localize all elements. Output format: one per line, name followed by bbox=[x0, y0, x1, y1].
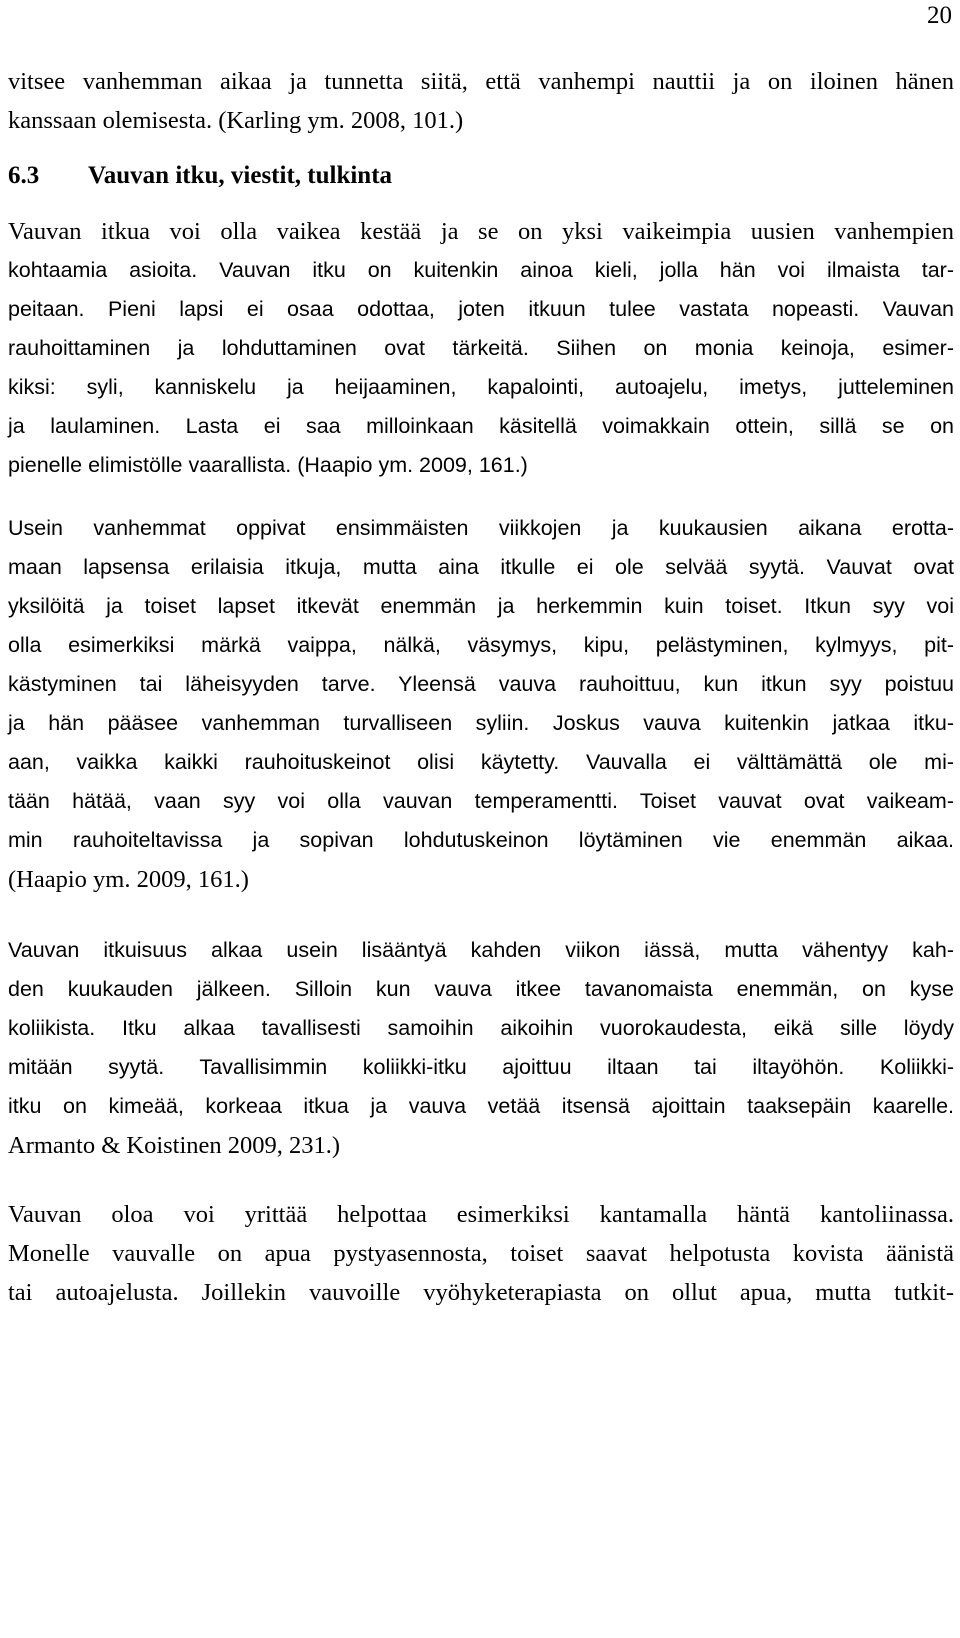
text-line: ja laulaminen. Lasta ei saa milloinkaan käsitellä voimakkain ottein, sillä se on bbox=[8, 414, 954, 438]
paragraph-4 bbox=[8, 1195, 954, 1312]
text-line: Vauvan itkua voi olla vaikea kestää ja se on yksi vaikeimpia uusien vanhempien bbox=[8, 218, 954, 245]
text-line: kästyminen tai läheisyyden tarve. Yleensä vauva rauhoittuu, kun itkun syy poistuu bbox=[8, 672, 954, 696]
text-line: peitaan. Pieni lapsi ei osaa odottaa, joten itkuun tulee vastata nopeasti. Vauvan bbox=[8, 297, 954, 321]
text-line: yksilöitä ja toiset lapset itkevät enemmän ja herkemmin kuin toiset. Itkun syy voi bbox=[8, 594, 954, 618]
text-line: Usein vanhemmat oppivat ensimmäisten viikkojen ja kuukausien aikana erotta- bbox=[8, 516, 954, 540]
paragraph-3 bbox=[8, 931, 954, 1165]
section-title: Vauvan itku, viestit, tulkinta bbox=[88, 162, 393, 189]
text-line: Monelle vauvalle on apua pystyasennosta, toiset saavat helpotusta kovista äänistä bbox=[8, 1240, 954, 1267]
text-line: kanssaan olemisesta. (Karling ym. 2008, 101.) bbox=[8, 107, 464, 134]
text-line: itku on kimeää, korkeaa itkua ja vauva vetää itsensä ajoittain taaksepäin kaarelle. bbox=[8, 1094, 954, 1118]
text-line: mitään syytä. Tavallisimmin koliikki-itku ajoittuu iltaan tai iltayöhön. Koliikki- bbox=[8, 1055, 954, 1079]
intro-paragraph bbox=[8, 62, 954, 140]
text-line: ja hän pääsee vanhemman turvalliseen syliin. Joskus vauva kuitenkin jatkaa itku- bbox=[8, 711, 954, 735]
text-line: Vauvan oloa voi yrittää helpottaa esimerkiksi kantamalla häntä kantoliinassa. bbox=[8, 1201, 954, 1228]
paragraph-2 bbox=[8, 509, 954, 899]
text-line: (Haapio ym. 2009, 161.) bbox=[8, 866, 249, 893]
text-line: aan, vaikka kaikki rauhoituskeinot olisi käytetty. Vauvalla ei välttämättä ole mi- bbox=[8, 750, 954, 774]
text-line: olla esimerkiksi märkä vaippa, nälkä, väsymys, kipu, pelästyminen, kylmyys, pit- bbox=[8, 633, 954, 657]
text-line: den kuukauden jälkeen. Silloin kun vauva itkee tavanomaista enemmän, on kyse bbox=[8, 977, 954, 1001]
section-heading bbox=[8, 156, 954, 195]
text-line: kohtaamia asioita. Vauvan itku on kuitenkin ainoa kieli, jolla hän voi ilmaista tar- bbox=[8, 258, 954, 282]
text-line: maan lapsensa erilaisia itkuja, mutta aina itkulle ei ole selvää syytä. Vauvat ovat bbox=[8, 555, 954, 579]
text-line: pienelle elimistölle vaarallista. (Haapio ym. 2009, 161.) bbox=[8, 453, 528, 477]
section-number: 6.3 bbox=[8, 162, 40, 189]
text-line: koliikista. Itku alkaa tavallisesti samoihin aikoihin vuorokaudesta, eikä sille löydy bbox=[8, 1016, 954, 1040]
text-line: tään hätää, vaan syy voi olla vauvan temperamentti. Toiset vauvat ovat vaikeam- bbox=[8, 789, 954, 813]
paragraph-1 bbox=[8, 212, 954, 485]
text-line: Armanto & Koistinen 2009, 231.) bbox=[8, 1132, 341, 1159]
text-line: min rauhoiteltavissa ja sopivan lohdutuskeinon löytäminen vie enemmän aikaa. bbox=[8, 828, 954, 852]
text-line: tai autoajelusta. Joillekin vauvoille vyöhyketerapiasta on ollut apua, mutta tutkit- bbox=[8, 1279, 954, 1306]
text-line: vitsee vanhemman aikaa ja tunnetta siitä, että vanhempi nauttii ja on iloinen hänen bbox=[8, 68, 954, 95]
page-number: 20 bbox=[927, 2, 952, 29]
text-line: kiksi: syli, kanniskelu ja heijaaminen, kapalointi, autoajelu, imetys, jutteleminen bbox=[8, 375, 954, 399]
document-body bbox=[8, 62, 954, 1312]
text-line: Vauvan itkuisuus alkaa usein lisääntyä kahden viikon iässä, mutta vähentyy kah- bbox=[8, 938, 954, 962]
text-line: rauhoittaminen ja lohduttaminen ovat tärkeitä. Siihen on monia keinoja, esimer- bbox=[8, 336, 954, 360]
